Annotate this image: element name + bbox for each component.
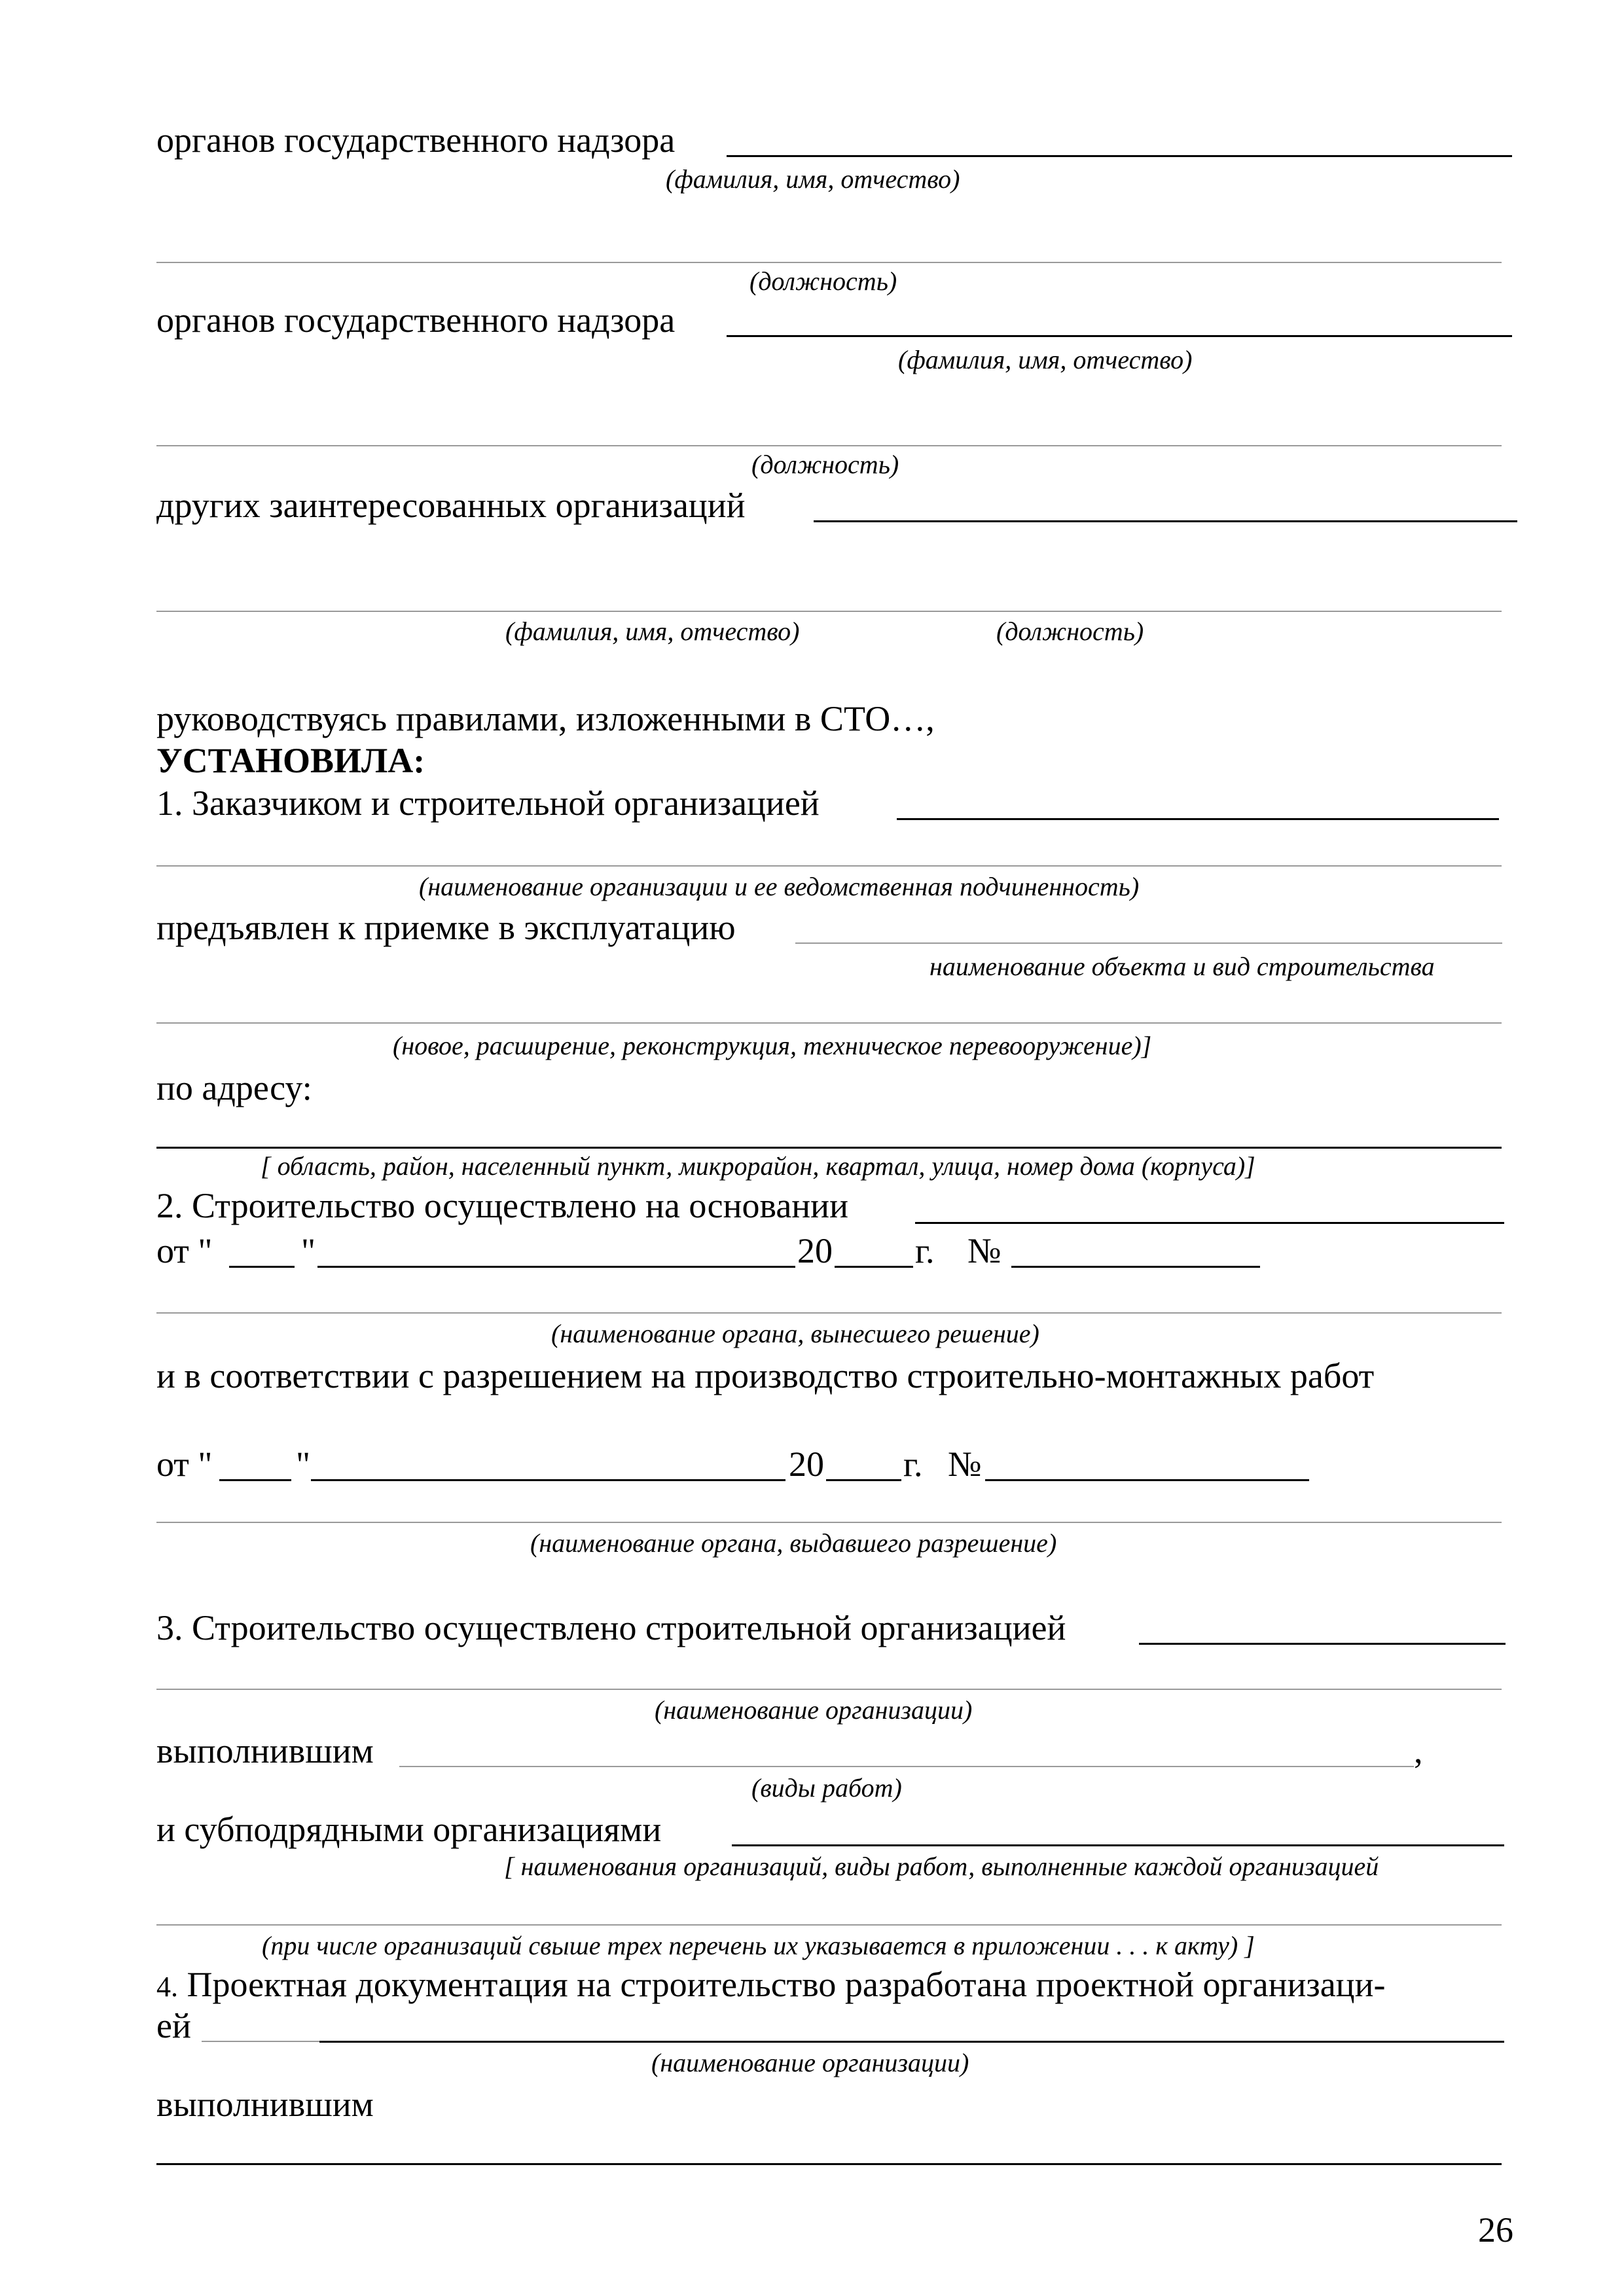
comma: , [1414,1731,1423,1770]
appendix-caption: (при числе организаций свыше трех перечень их указывается в приложении . . . к акту) ] [262,1931,1255,1960]
day-field-2[interactable] [219,1479,291,1481]
subcontractors-field-2[interactable] [156,1924,1502,1926]
other-orgs-label: других заинтересованных организаций [156,486,746,525]
item4-text: Проектная документация на строительство разработана проектной организаци- [187,1965,1386,2004]
permit-caption: (наименование органа, выдавшего разрешение) [530,1528,1057,1558]
from-label-2: от " [156,1444,213,1484]
from-label-1: от " [156,1231,213,1270]
item1-text: 1. Заказчиком и строительной организацией [156,783,820,823]
design-works-field[interactable] [156,2163,1502,2165]
subcontractors-label: и субподрядными организациями [156,1810,662,1849]
position-field-2[interactable] [156,445,1502,446]
year-field-2[interactable] [826,1479,901,1481]
basis-field[interactable] [915,1222,1504,1224]
position-caption-2: (должность) [751,450,899,479]
performed-label-2: выполнившим [156,2085,374,2124]
position-field-1[interactable] [156,262,1502,263]
number-label-1: № [967,1231,1001,1270]
fio-field-2[interactable] [727,335,1512,337]
g-label-2: г. [903,1444,923,1484]
fio-caption-3: (фамилия, имя, отчество) [505,617,800,646]
item4-number: 4. [156,1971,178,2003]
page-number: 26 [1478,2210,1513,2250]
guided-text: руководствуясь правилами, изложенными в СТО…, [156,699,935,738]
object-field-2[interactable] [156,1022,1502,1024]
object-caption: наименование объекта и вид строительства [929,952,1435,981]
construction-type-caption: (новое, расширение, реконструкция, техническое перевооружение)] [393,1031,1152,1060]
item4-line [156,1967,1385,2002]
design-org-field-a[interactable] [202,2041,319,2042]
supervision-label-2: органов государственного надзора [156,300,676,340]
contractor-caption: (наименование организации) [655,1695,973,1725]
contractor-field[interactable] [1139,1643,1506,1645]
object-field[interactable] [795,942,1502,944]
quote-close-2: " [296,1444,311,1484]
number-field-1[interactable] [1011,1266,1260,1268]
decision-body-field[interactable] [156,1312,1502,1314]
day-field-1[interactable] [229,1266,295,1268]
contractor-field-2[interactable] [156,1689,1502,1690]
customer-caption: (наименование организации и ее ведомственная подчиненность) [419,872,1140,901]
customer-field-2[interactable] [156,865,1502,867]
item4-cont: ей [156,2006,191,2045]
presented-text: предъявлен к приемке в эксплуатацию [156,908,736,947]
month-field-2[interactable] [311,1479,785,1481]
works-caption: (виды работ) [751,1773,902,1803]
item3-text: 3. Строительство осуществлено строительной организацией [156,1608,1066,1647]
established-heading: УСТАНОВИЛА: [156,741,425,780]
position-caption-1: (должность) [749,266,897,296]
subcontractors-caption: [ наименования организаций, виды работ, выполненные каждой организацией [504,1852,1379,1881]
performed-label-1: выполнившим [156,1731,374,1770]
decision-caption: (наименование органа, вынесшего решение) [551,1319,1039,1348]
supervision-label-1: органов государственного надзора [156,120,676,160]
address-caption: [ область, район, населенный пункт, микрорайон, квартал, улица, номер дома (корпуса)] [261,1151,1255,1181]
quote-close-1: " [301,1231,316,1270]
permit-text: и в соответствии с разрешением на производство строительно-монтажных работ [156,1356,1375,1395]
subcontractors-field[interactable] [732,1844,1504,1846]
fio-caption-2: (фамилия, имя, отчество) [898,345,1193,374]
number-label-2: № [948,1444,982,1484]
works-field[interactable] [399,1766,1414,1767]
year-prefix-1: 20 [797,1231,833,1270]
year-prefix-2: 20 [789,1444,824,1484]
customer-field[interactable] [897,818,1499,820]
design-org-caption: (наименование организации) [651,2048,969,2077]
other-orgs-field[interactable] [814,520,1517,522]
fio-field-1[interactable] [727,155,1512,157]
item2-text: 2. Строительство осуществлено на основании [156,1186,848,1225]
month-field-1[interactable] [317,1266,795,1268]
permit-body-field[interactable] [156,1522,1502,1523]
number-field-2[interactable] [985,1479,1309,1481]
address-field[interactable] [156,1147,1502,1149]
design-org-field[interactable] [319,2041,1504,2043]
fio-caption-1: (фамилия, имя, отчество) [666,164,960,194]
position-caption-3: (должность) [996,617,1144,646]
address-label: по адресу: [156,1068,312,1107]
other-orgs-field-2[interactable] [156,611,1502,612]
year-field-1[interactable] [835,1266,913,1268]
g-label-1: г. [915,1231,935,1270]
